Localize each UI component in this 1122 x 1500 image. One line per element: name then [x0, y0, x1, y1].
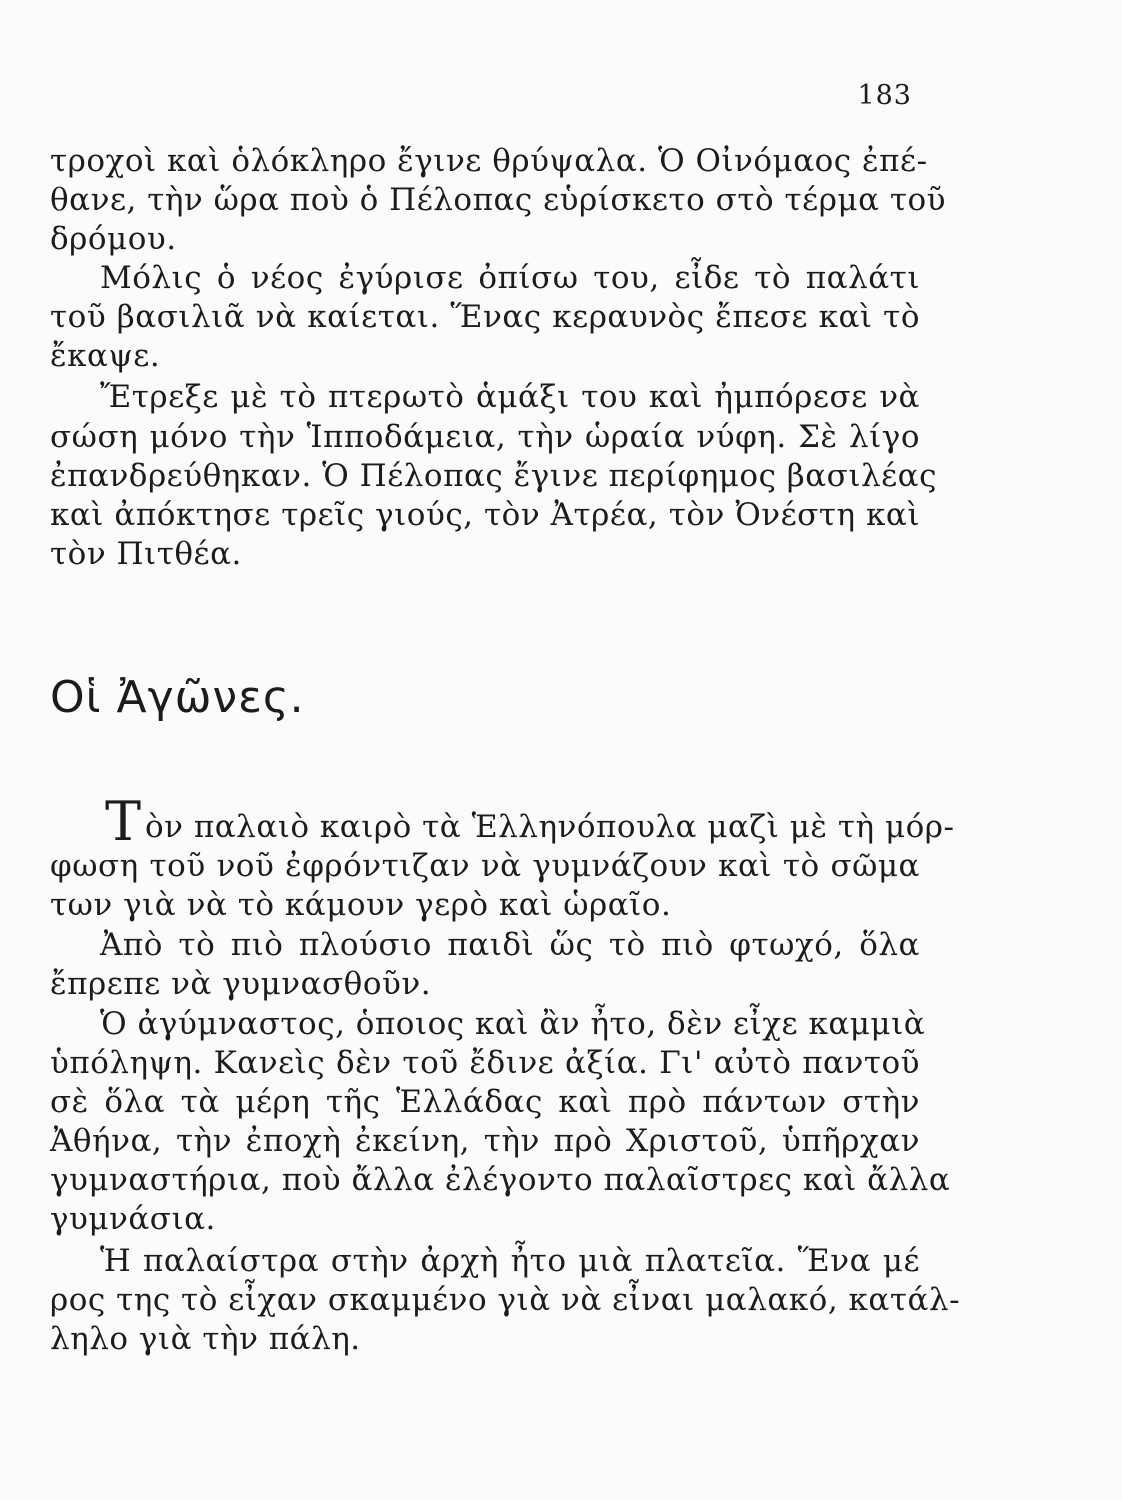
- text-line: τροχοὶ καὶ ὁλόκληρο ἔγινε θρύψαλα. Ὁ Οἰνόμαος ἐπέ-: [50, 143, 928, 179]
- text-line: ὑπόληψη. Κανεὶς δὲν τοῦ ἔδινε ἀξία. Γι' αὐτὸ παντοῦ: [50, 1045, 920, 1081]
- text-line: φωση τοῦ νοῦ ἐφρόντιζαν νὰ γυμνάζουν καὶ τὸ σῶμα: [50, 848, 920, 884]
- text-line: γυμναστήρια, ποὺ ἄλλα ἐλέγοντο παλαῖστρες καὶ ἄλλα: [50, 1162, 951, 1198]
- text-line: Ἀθήνα, τὴν ἐποχὴ ἐκείνη, τὴν πρὸ Χριστοῦ, ὑπῆρχαν: [50, 1123, 920, 1159]
- text-line: τοῦ βασιλιᾶ νὰ καίεται. Ἕνας κεραυνὸς ἔπεσε καὶ τὸ: [50, 299, 920, 335]
- text-line: σώση μόνο τὴν Ἱπποδάμεια, τὴν ὡραία νύφη. Σὲ λίγο: [50, 419, 920, 455]
- text-line: τὸν Πιτθέα.: [50, 536, 242, 572]
- text-line: ἔκαψε.: [50, 338, 161, 374]
- text-line: γυμνάσια.: [50, 1201, 216, 1237]
- section-heading: Οἱ Ἀγῶνες.: [50, 672, 305, 723]
- text-line: καὶ ἀπόκτησε τρεῖς γιούς, τὸν Ἀτρέα, τὸν Ὀνέστη καὶ: [50, 497, 920, 533]
- text-line: Μόλις ὁ νέος ἐγύρισε ὀπίσω του, εἶδε τὸ παλάτι: [100, 260, 920, 296]
- text-line: σὲ ὅλα τὰ μέρη τῆς Ἑλλάδας καὶ πρὸ πάντων στὴν: [50, 1084, 920, 1120]
- text-line: ρος της τὸ εἶχαν σκαμμένο γιὰ νὰ εἶναι μαλακό, κατάλ-: [50, 1282, 961, 1318]
- text-line: ἔπρεπε νὰ γυμνασθοῦν.: [50, 966, 432, 1002]
- text-line: θανε, τὴν ὥρα ποὺ ὁ Πέλοπας εὑρίσκετο στὸ τέρμα τοῦ: [50, 182, 947, 218]
- drop-cap: Τ: [105, 790, 142, 853]
- page-number: 183: [857, 80, 912, 111]
- text-line: Ἡ παλαίστρα στὴν ἀρχὴ ἦτο μιὰ πλατεῖα. Ἕνα μέ: [100, 1243, 920, 1279]
- text-line: δρόμου.: [50, 221, 177, 257]
- text-line: των γιὰ νὰ τὸ κάμουν γερὸ καὶ ὡραῖο.: [50, 887, 672, 923]
- text-line: ὸν παλαιὸ καιρὸ τὰ Ἑλληνόπουλα μαζὶ μὲ τὴ μόρ-: [145, 809, 955, 845]
- text-line: Ἀπὸ τὸ πιὸ πλούσιο παιδὶ ὥς τὸ πιὸ φτωχό, ὅλα: [100, 927, 920, 963]
- text-line: ἐπανδρεύθηκαν. Ὁ Πέλοπας ἔγινε περίφημος βασιλέας: [50, 458, 937, 494]
- text-line: ληλο γιὰ τὴν πάλη.: [50, 1321, 361, 1357]
- text-line: Ὁ ἀγύμναστος, ὁποιος καὶ ἂν ἦτο, δὲν εἶχε καμμιὰ: [100, 1006, 926, 1042]
- text-line: Ἔτρεξε μὲ τὸ πτερωτὸ ἁμάξι του καὶ ἠμπόρεσε νὰ: [100, 379, 920, 415]
